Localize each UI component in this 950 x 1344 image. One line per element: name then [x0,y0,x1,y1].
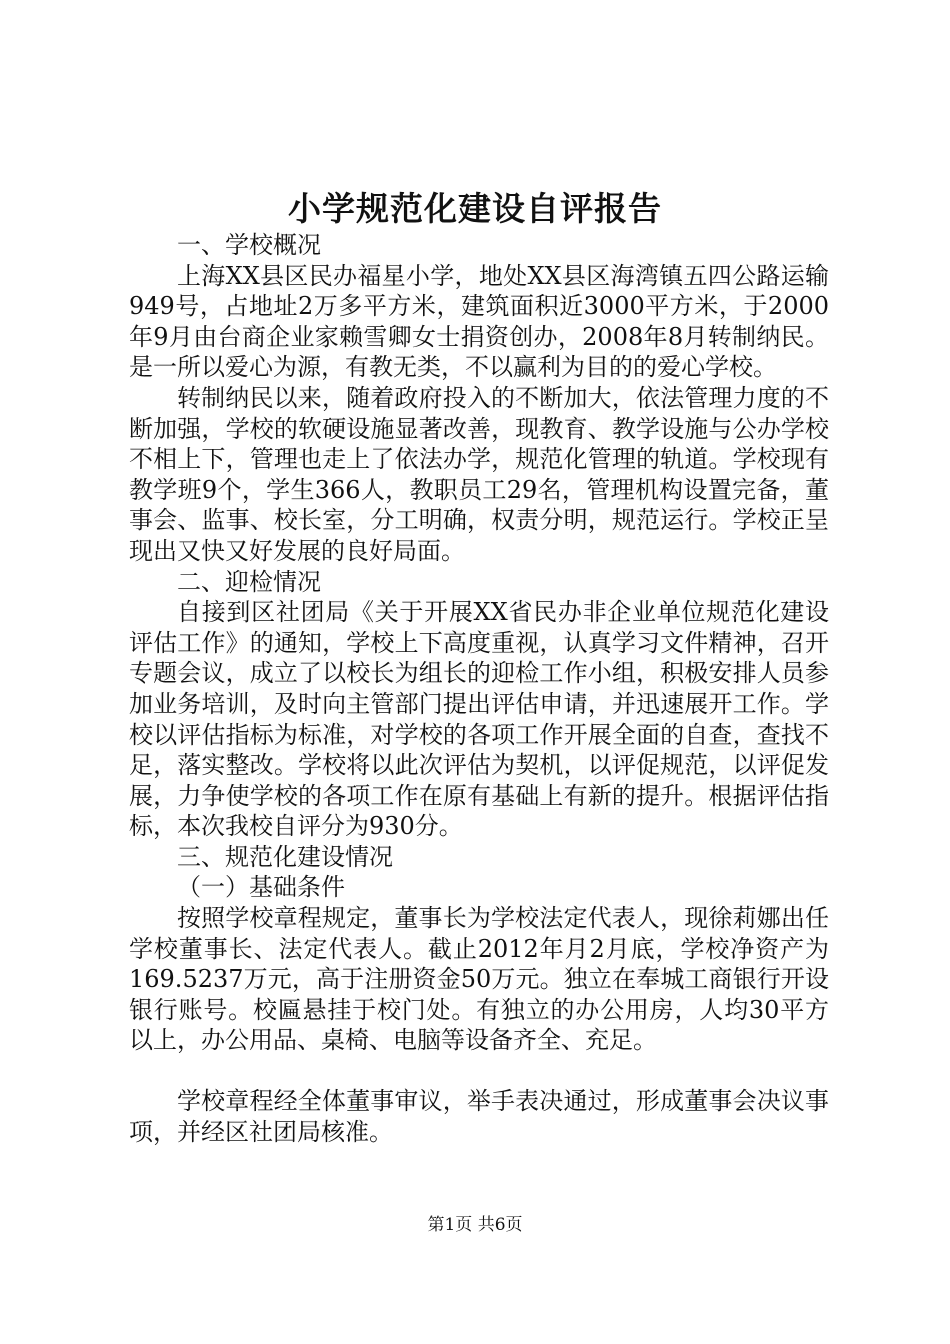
paragraph-inspection: 自接到区社团局《关于开展XX省民办非企业单位规范化建设评估工作》的通知，学校上下高度重视，认真学习文件精神，召开专题会议，成立了以校长为组长的迎检工作小组，积极安排人员参加业务培训，及时向主管部门提出评估申请，并迅速展开工作。学校以评估指标为标准，对学校的各项工作开展全面的自查，查找不足，落实整改。学校将以此次评估为契机，以评促规范，以评促发展，力争使学校的各项工作在原有基础上有新的提升。根据评估指标，本次我校自评分为930分。 [129,598,829,841]
subsection-heading-basic-conditions: （一）基础条件 [177,873,345,902]
paragraph-basic-conditions: 按照学校章程规定，董事长为学校法定代表人，现徐莉娜出任学校董事长、法定代表人。截止2012年月2月底，学校净资产为169.5237万元，高于注册资金50万元。独立在奉城工商银行开设银行账号。校匾悬挂于校门处。有独立的办公用房，人均30平方以上，办公用品、桌椅、电脑等设备齐全、充足。 [129,904,829,1055]
section-heading-standardization: 三、规范化建设情况 [177,842,393,871]
section-heading-school-overview: 一、学校概况 [177,231,321,259]
paragraph-school-charter: 学校章程经全体董事审议，举手表决通过，形成董事会决议事项，并经区社团局核准。 [129,1087,829,1146]
document-body [129,230,829,1147]
paragraph-school-intro: 上海XX县区民办福星小学，地处XX县区海湾镇五四公路运输949号，占地址2万多平方米，建筑面积近3000平方米，于2000年9月由台商企业家赖雪卿女士捐资创办，2008年8月转制纳民。是一所以爱心为源，有教无类，不以赢利为目的的爱心学校。 [129,261,829,382]
document-title: 小学规范化建设自评报告 [288,189,662,228]
page-number-footer: 第1页 共6页 [427,1215,523,1235]
section-heading-inspection: 二、迎检情况 [177,567,321,596]
paragraph-school-development: 转制纳民以来，随着政府投入的不断加大，依法管理力度的不断加强，学校的软硬设施显著改善，现教育、教学设施与公办学校不相上下，管理也走上了依法办学，规范化管理的轨道。学校现有教学班9个，学生366人，教职员工29名，管理机构设置完备，董事会、监事、校长室，分工明确，权责分明，规范运行。学校正呈现出又快又好发展的良好局面。 [129,383,829,565]
paragraph-spacer [129,1056,829,1086]
